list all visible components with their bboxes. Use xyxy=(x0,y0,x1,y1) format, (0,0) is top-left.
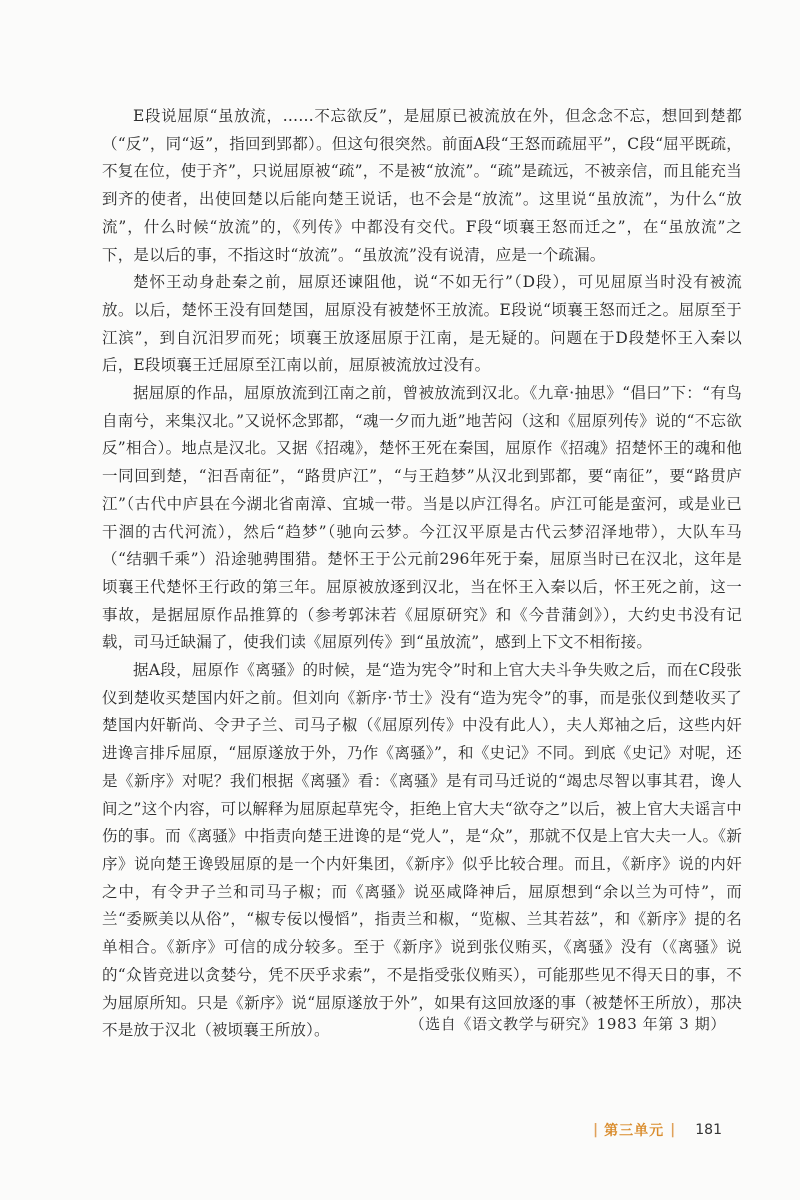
unit-label: 第三单元 xyxy=(604,1123,665,1139)
paragraph-1: E段说屈原“虽放流，……不忘欲反”，是屈原已被流放在外，但念念不忘，想回到楚都（“反”，同“返”，指回到郢都）。但这句很突然。前面A段“王怒而疏屈平”，C段“屈平既疏，不复在位，使于齐”，只说屈原被“疏”，不是被“放流”。“疏”是疏远，不被亲信，而且能充当到齐的使者，出使回楚以后能向楚王说话，也不会是“放流”。这里说“虽放流”，为什么“放流”，什么时候“放流”的，《列传》中都没有交代。F段“顷襄王怒而迁之”，在“虽放流”之下，是以后的事，不指这时“放流”。“虽放流”没有说清，应是一个疏漏。 xyxy=(102,107,742,264)
paragraph-4: 据A段，屈原作《离骚》的时候，是“造为宪令”时和上官大夫斗争失败之后，而在C段张仪到楚收买楚国内奸之前。但刘向《新序·节士》没有“造为宪令”的事，而是张仪到楚收买了楚国内奸靳尚、令尹子兰、司马子椒（《屈原列传》中没有此人），夫人郑袖之后，这些内奸进谗言排斥屈原，“屈原遂放于外，乃作《离骚》”，和《史记》不同。到底《史记》对呢，还是《新序》对呢？我们根据《离骚》看：《离骚》是有司马迁说的“竭忠尽智以事其君，谗人间之”这个内容，可以解释为屈原起草宪令，拒绝上官大夫“欲夺之”以后，被上官大夫谣言中伤的事。而《离骚》中指责向楚王进谗的是“党人”，是“众”，那就不仅是上官大夫一人。《新序》说向楚王谗毁屈原的是一个内奸集团，《新序》似乎比较合理。而且，《新序》说的内奸之中，有令尹子兰和司马子椒；而《离骚》说巫咸降神后，屈原想到“余以兰为可恃”，而兰“委厥美以从俗”，“椒专佞以慢慆”，指责兰和椒，“览椒、兰其若兹”，和《新序》提的名单相合。《新序》可信的成分较多。至于《新序》说到张仪贿买，《离骚》没有（《离骚》说的“众皆竞进以贪婪兮，凭不厌乎求索”，不是指受张仪贿买），可能那些见不得天日的事，不为屈原所知。只是《新序》说“屈原遂放于外”，如果有这回放逐的事（被楚怀王所放），那决不是放于汉北（被顷襄王所放）。 xyxy=(102,661,742,1040)
paragraph-2: 楚怀王动身赴秦之前，屈原还谏阻他，说“不如无行”（D段），可见屈原当时没有被流放。以后，楚怀王没有回楚国，屈原没有被楚怀王放流。E段说“顷襄王怒而迁之。屈原至于江滨”，到自沉汨罗而死；顷襄王放逐屈原于江南，是无疑的。问题在于D段楚怀王入秦以后，E段顷襄王迁屈原至江南以前，屈原被流放过没有。 xyxy=(102,273,742,375)
footer-divider-right: | xyxy=(670,1122,676,1138)
paragraph-3: 据屈原的作品，屈原放流到江南之前，曾被放流到汉北。《九章·抽思》“倡曰”下：“有鸟自南兮，来集汉北。”又说怀念郢都，“魂一夕而九逝”地苦闷（这和《屈原列传》说的“不忘欲反”相合）。地点是汉北。又据《招魂》，楚怀王死在秦国，屈原作《招魂》招楚怀王的魂和他一同回到楚，“汩吾南征”，“路贯庐江”，“与王趋梦”从汉北到郢都，要“南征”，要“路贯庐江”（古代中庐县在今湖北省南漳、宜城一带。当是以庐江得名。庐江可能是蛮河，或是业已干涸的古代河流），然后“趋梦”（驰向云梦。今江汉平原是古代云梦沼泽地带），大队车马（“结驷千乘”）沿途驰骋围猎。楚怀王于公元前296年死于秦，屈原当时已在汉北，这年是顷襄王代楚怀王行政的第三年。屈原被放逐到汉北，当在怀王入秦以后，怀王死之前，这一事故，是据屈原作品推算的（参考郭沫若《屈原研究》和《今昔蒲剑》），大约史书没有记载，司马迁缺漏了，使我们读《屈原列传》到“虽放流”，感到上下文不相衔接。 xyxy=(102,384,742,652)
article-body xyxy=(102,103,742,1045)
source-citation: （选自《语文教学与研究》1983 年第 3 期） xyxy=(409,1015,726,1033)
footer-divider-left: | xyxy=(593,1122,599,1138)
page-number: 181 xyxy=(695,1122,722,1138)
page-footer xyxy=(587,1120,722,1140)
